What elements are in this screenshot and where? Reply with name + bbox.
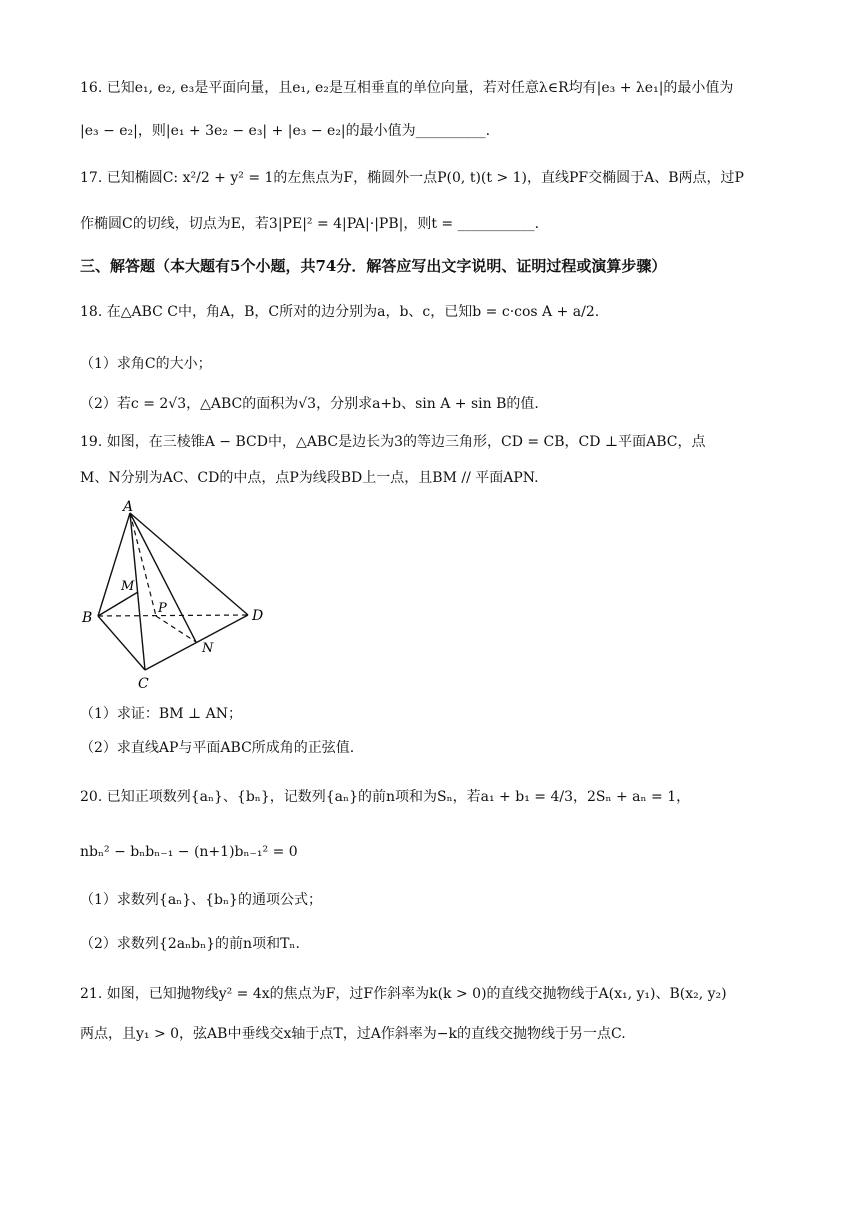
edge-BD-hidden (98, 615, 248, 616)
q20-line1: 20. 已知正项数列{aₙ}、{bₙ}，记数列{aₙ}的前n项和为Sₙ，若a₁ + b₁ = 4/3，2Sₙ + aₙ = 1， (80, 789, 691, 805)
label-B: B (82, 610, 93, 626)
edge-AD (130, 513, 248, 615)
edge-CD (145, 615, 248, 670)
label-D: D (252, 608, 264, 624)
label-C: C (138, 676, 149, 692)
q20-line2: nbₙ² − bₙbₙ₋₁ − (n+1)bₙ₋₁² = 0 (80, 844, 298, 860)
q18-line1: 18. 在△ABC C中，角A，B，C所对的边分别为a，b、c，已知b = c·cos A + a/2. (80, 304, 600, 320)
segment-AP-hidden (130, 513, 156, 616)
label-A: A (123, 500, 134, 515)
q19-part2: （2）求直线AP与平面ABC所成角的正弦值. (80, 740, 355, 756)
section-3-title: 三、解答题（本大题有5个小题，共74分．解答应写出文字说明、证明过程或演算步骤） (80, 257, 667, 275)
q21-line1: 21. 如图，已知抛物线y² = 4x的焦点为F，过F作斜率为k(k > 0)的直线交抛物线于A(x₁, y₁)、B(x₂, y₂) (80, 986, 727, 1002)
q18-part1: （1）求角C的大小； (80, 356, 212, 372)
q19-part1: （1）求证：BM ⊥ AN； (80, 706, 242, 722)
label-M: M (121, 579, 135, 594)
edge-BC (98, 616, 145, 670)
label-N: N (202, 641, 214, 656)
q21-line2: 两点，且y₁ > 0，弦AB中垂线交x轴于点T，过A作斜率为−k的直线交抛物线于另一点C. (80, 1026, 626, 1042)
q20-part1: （1）求数列{aₙ}、{bₙ}的通项公式； (80, 892, 322, 908)
q16-line2: |e₃ − e₂|，则|e₁ + 3e₂ − e₃| + |e₃ − e₂|的最小值为__________. (80, 123, 491, 139)
edge-AB (98, 513, 130, 616)
q20-part2: （2）求数列{2aₙbₙ}的前n项和Tₙ. (80, 936, 300, 952)
q17-line2: 作椭圆C的切线，切点为E，若3|PE|² = 4|PA|·|PB|，则t = ___________. (80, 216, 540, 232)
label-P: P (158, 601, 167, 616)
q18-part2: （2）若c = 2√3，△ABC的面积为√3，分别求a+b、sin A + sin B的值. (80, 396, 539, 412)
q19-line2: M、N分别为AC、CD的中点，点P为线段BD上一点，且BM // 平面APN. (80, 470, 539, 486)
tetrahedron-figure (78, 500, 278, 700)
q19-line1: 19. 如图，在三棱锥A − BCD中，△ABC是边长为3的等边三角形，CD = CB，CD ⊥平面ABC，点 (80, 434, 706, 450)
q16-line1: 16. 已知e₁, e₂, e₃是平面向量，且e₁, e₂是互相垂直的单位向量，若对任意λ∈R均有|e₃ + λe₁|的最小值为 (80, 80, 734, 96)
q17-line1: 17. 已知椭圆C: x²/2 + y² = 1的左焦点为F，椭圆外一点P(0, t)(t > 1)，直线PF交椭圆于A、B两点，过P (80, 170, 744, 186)
